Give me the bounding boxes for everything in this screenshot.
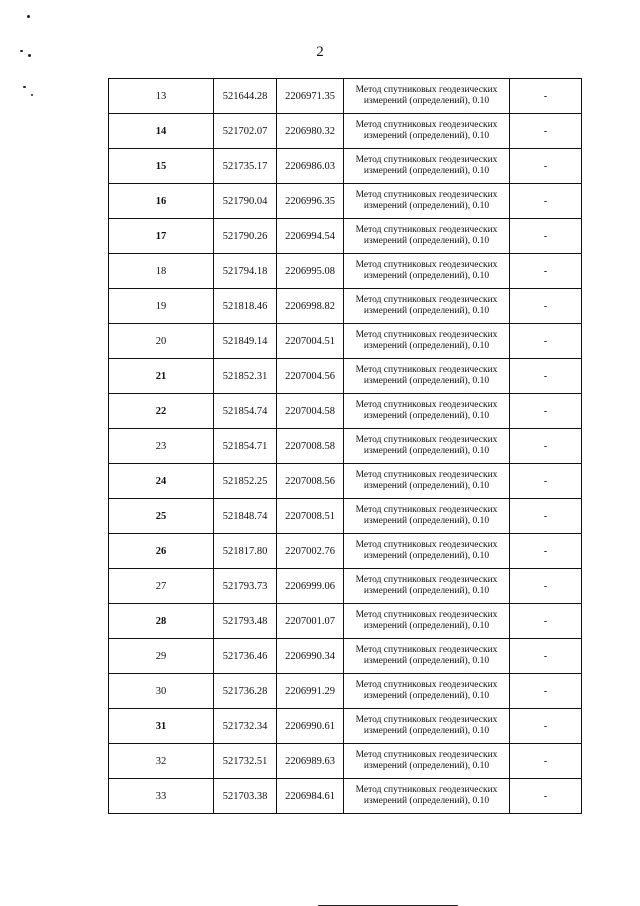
scan-speck — [31, 94, 33, 96]
method-cell — [344, 674, 510, 709]
page-number: 2 — [316, 44, 324, 60]
method-line: Метод спутниковых геодезических — [355, 295, 498, 305]
note-cell: - — [510, 324, 582, 359]
method-line: измерений (определений), 0.10 — [363, 761, 490, 771]
note-cell: - — [510, 219, 582, 254]
point-number-cell: 25 — [109, 499, 214, 534]
method-line: измерений (определений), 0.10 — [363, 131, 490, 141]
coord-y-cell: 2206995.08 — [277, 254, 344, 289]
point-number-cell: 17 — [109, 219, 214, 254]
coord-y-cell: 2207008.51 — [277, 499, 344, 534]
coordinates-table-body — [109, 79, 582, 814]
coord-x-cell: 521790.04 — [214, 184, 277, 219]
note-cell: - — [510, 289, 582, 324]
point-number-cell: 19 — [109, 289, 214, 324]
table-row — [109, 149, 582, 184]
method-line: Метод спутниковых геодезических — [355, 610, 498, 620]
method-cell — [344, 499, 510, 534]
method-line: Метод спутниковых геодезических — [355, 435, 498, 445]
method-line: Метод спутниковых геодезических — [355, 715, 498, 725]
table-row — [109, 674, 582, 709]
method-line: Метод спутниковых геодезических — [355, 680, 498, 690]
coord-x-cell: 521736.46 — [214, 639, 277, 674]
coord-x-cell: 521793.48 — [214, 604, 277, 639]
point-number-cell: 24 — [109, 464, 214, 499]
method-line: измерений (определений), 0.10 — [363, 586, 490, 596]
method-cell — [344, 604, 510, 639]
point-number-cell: 33 — [109, 779, 214, 814]
coord-y-cell: 2206980.32 — [277, 114, 344, 149]
note-cell: - — [510, 499, 582, 534]
coord-x-cell: 521644.28 — [214, 79, 277, 114]
point-number-cell: 21 — [109, 359, 214, 394]
point-number-cell: 26 — [109, 534, 214, 569]
table-row — [109, 429, 582, 464]
method-cell — [344, 744, 510, 779]
method-line: Метод спутниковых геодезических — [355, 750, 498, 760]
note-cell: - — [510, 604, 582, 639]
method-line: Метод спутниковых геодезических — [355, 365, 498, 375]
table-row — [109, 254, 582, 289]
scan-speck — [28, 54, 31, 57]
method-line: Метод спутниковых геодезических — [355, 785, 498, 795]
method-line: Метод спутниковых геодезических — [355, 645, 498, 655]
coord-x-cell: 521817.80 — [214, 534, 277, 569]
point-number-cell: 18 — [109, 254, 214, 289]
point-number-cell: 15 — [109, 149, 214, 184]
table-row — [109, 639, 582, 674]
table-row — [109, 359, 582, 394]
table-row — [109, 534, 582, 569]
point-number-cell: 31 — [109, 709, 214, 744]
method-line: Метод спутниковых геодезических — [355, 85, 498, 95]
note-cell: - — [510, 359, 582, 394]
method-cell — [344, 324, 510, 359]
coord-y-cell: 2207004.51 — [277, 324, 344, 359]
table-row — [109, 114, 582, 149]
table-row — [109, 709, 582, 744]
coord-x-cell: 521852.31 — [214, 359, 277, 394]
table-row — [109, 394, 582, 429]
coord-y-cell: 2206984.61 — [277, 779, 344, 814]
coord-x-cell: 521732.51 — [214, 744, 277, 779]
note-cell: - — [510, 394, 582, 429]
note-cell: - — [510, 149, 582, 184]
table-row — [109, 184, 582, 219]
coord-y-cell: 2206986.03 — [277, 149, 344, 184]
note-cell: - — [510, 744, 582, 779]
note-cell: - — [510, 184, 582, 219]
coord-x-cell: 521793.73 — [214, 569, 277, 604]
method-line: измерений (определений), 0.10 — [363, 726, 490, 736]
method-line: Метод спутниковых геодезических — [355, 505, 498, 515]
coord-y-cell: 2206994.54 — [277, 219, 344, 254]
point-number-cell: 30 — [109, 674, 214, 709]
method-line: измерений (определений), 0.10 — [363, 656, 490, 666]
coord-x-cell: 521735.17 — [214, 149, 277, 184]
method-cell — [344, 254, 510, 289]
point-number-cell: 16 — [109, 184, 214, 219]
method-line: измерений (определений), 0.10 — [363, 166, 490, 176]
method-line: Метод спутниковых геодезических — [355, 120, 498, 130]
coord-x-cell: 521702.07 — [214, 114, 277, 149]
method-line: Метод спутниковых геодезических — [355, 190, 498, 200]
coord-y-cell: 2206996.35 — [277, 184, 344, 219]
coord-x-cell: 521732.34 — [214, 709, 277, 744]
method-cell — [344, 429, 510, 464]
point-number-cell: 28 — [109, 604, 214, 639]
coord-x-cell: 521848.74 — [214, 499, 277, 534]
table-row — [109, 779, 582, 814]
coord-x-cell: 521818.46 — [214, 289, 277, 324]
point-number-cell: 23 — [109, 429, 214, 464]
method-line: измерений (определений), 0.10 — [363, 341, 490, 351]
coordinates-table — [108, 78, 582, 814]
coord-y-cell: 2207008.58 — [277, 429, 344, 464]
method-line: Метод спутниковых геодезических — [355, 400, 498, 410]
coord-y-cell: 2206990.34 — [277, 639, 344, 674]
note-cell: - — [510, 569, 582, 604]
method-line: измерений (определений), 0.10 — [363, 201, 490, 211]
method-cell — [344, 569, 510, 604]
point-number-cell: 29 — [109, 639, 214, 674]
method-line: измерений (определений), 0.10 — [363, 411, 490, 421]
coord-y-cell: 2207001.07 — [277, 604, 344, 639]
method-cell — [344, 114, 510, 149]
table-row — [109, 569, 582, 604]
method-cell — [344, 534, 510, 569]
method-cell — [344, 289, 510, 324]
coord-y-cell: 2206999.06 — [277, 569, 344, 604]
scan-speck — [27, 15, 30, 18]
scan-speck — [23, 86, 26, 88]
method-cell — [344, 219, 510, 254]
note-cell: - — [510, 639, 582, 674]
note-cell: - — [510, 114, 582, 149]
note-cell: - — [510, 429, 582, 464]
method-line: измерений (определений), 0.10 — [363, 516, 490, 526]
point-number-cell: 32 — [109, 744, 214, 779]
table-row — [109, 604, 582, 639]
method-cell — [344, 394, 510, 429]
method-cell — [344, 464, 510, 499]
point-number-cell: 14 — [109, 114, 214, 149]
table-row — [109, 499, 582, 534]
coord-y-cell: 2207002.76 — [277, 534, 344, 569]
method-line: Метод спутниковых геодезических — [355, 540, 498, 550]
method-line: измерений (определений), 0.10 — [363, 481, 490, 491]
note-cell: - — [510, 79, 582, 114]
scan-speck — [20, 50, 23, 52]
coord-y-cell: 2207008.56 — [277, 464, 344, 499]
note-cell: - — [510, 709, 582, 744]
method-line: Метод спутниковых геодезических — [355, 155, 498, 165]
method-line: Метод спутниковых геодезических — [355, 575, 498, 585]
coord-y-cell: 2206998.82 — [277, 289, 344, 324]
coord-x-cell: 521854.74 — [214, 394, 277, 429]
table-row — [109, 464, 582, 499]
note-cell: - — [510, 674, 582, 709]
coord-x-cell: 521854.71 — [214, 429, 277, 464]
method-line: измерений (определений), 0.10 — [363, 446, 490, 456]
method-cell — [344, 184, 510, 219]
method-line: измерений (определений), 0.10 — [363, 691, 490, 701]
coord-y-cell: 2207004.58 — [277, 394, 344, 429]
point-number-cell: 27 — [109, 569, 214, 604]
coord-x-cell: 521849.14 — [214, 324, 277, 359]
method-cell — [344, 79, 510, 114]
method-line: измерений (определений), 0.10 — [363, 376, 490, 386]
coord-x-cell: 521703.38 — [214, 779, 277, 814]
method-line: Метод спутниковых геодезических — [355, 470, 498, 480]
note-cell: - — [510, 254, 582, 289]
method-line: измерений (определений), 0.10 — [363, 551, 490, 561]
table-row — [109, 744, 582, 779]
point-number-cell: 22 — [109, 394, 214, 429]
table-row — [109, 289, 582, 324]
coord-x-cell: 521794.18 — [214, 254, 277, 289]
coord-y-cell: 2206990.61 — [277, 709, 344, 744]
coord-y-cell: 2206989.63 — [277, 744, 344, 779]
method-cell — [344, 359, 510, 394]
method-line: Метод спутниковых геодезических — [355, 225, 498, 235]
table-row — [109, 219, 582, 254]
point-number-cell: 20 — [109, 324, 214, 359]
note-cell: - — [510, 534, 582, 569]
method-line: измерений (определений), 0.10 — [363, 306, 490, 316]
point-number-cell: 13 — [109, 79, 214, 114]
method-line: Метод спутниковых геодезических — [355, 260, 498, 270]
coord-y-cell: 2207004.56 — [277, 359, 344, 394]
method-line: измерений (определений), 0.10 — [363, 621, 490, 631]
method-line: измерений (определений), 0.10 — [363, 236, 490, 246]
note-cell: - — [510, 464, 582, 499]
coord-x-cell: 521852.25 — [214, 464, 277, 499]
coord-y-cell: 2206991.29 — [277, 674, 344, 709]
coord-x-cell: 521790.26 — [214, 219, 277, 254]
coord-x-cell: 521736.28 — [214, 674, 277, 709]
note-cell: - — [510, 779, 582, 814]
method-cell — [344, 639, 510, 674]
method-cell — [344, 709, 510, 744]
method-cell — [344, 779, 510, 814]
method-line: Метод спутниковых геодезических — [355, 330, 498, 340]
method-cell — [344, 149, 510, 184]
table-row — [109, 79, 582, 114]
table-row — [109, 324, 582, 359]
method-line: измерений (определений), 0.10 — [363, 96, 490, 106]
coord-y-cell: 2206971.35 — [277, 79, 344, 114]
method-line: измерений (определений), 0.10 — [363, 796, 490, 806]
method-line: измерений (определений), 0.10 — [363, 271, 490, 281]
